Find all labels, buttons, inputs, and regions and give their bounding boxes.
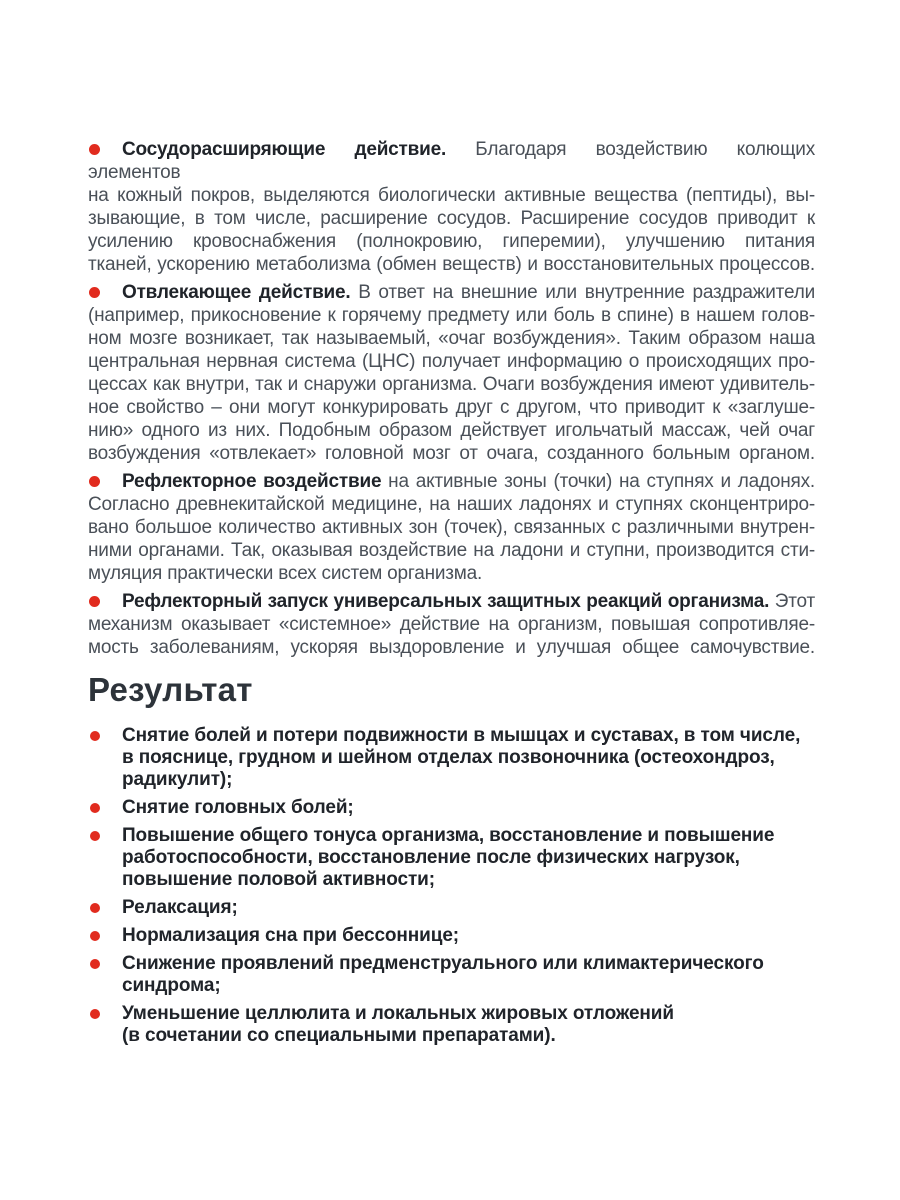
paragraph-line: ними органами. Так, оказывая воздействие на ладони и ступни, производится сти- — [88, 540, 815, 561]
list-item-line: Релаксация; — [122, 897, 238, 918]
bullet-icon — [89, 596, 100, 607]
paragraph-line: на кожный покров, выделяются биологически активные вещества (пептиды), вы- — [88, 185, 815, 206]
list-item — [88, 925, 815, 947]
paragraph-line: (например, прикосновение к горячему предмету или боль в спине) в нашем голов- — [88, 305, 815, 326]
paragraph-line — [88, 138, 815, 184]
bullet-icon — [90, 931, 100, 941]
bullet-paragraph-reflex-zones — [88, 470, 815, 585]
list-item-line: работоспособности, восстановление после физических нагрузок, — [122, 847, 740, 868]
paragraph-lead: Отвлекающее действие. — [122, 282, 351, 303]
paragraph-line — [88, 590, 815, 613]
bullet-icon — [90, 831, 100, 841]
paragraph-line: мость заболеваниям, ускоряя выздоровление и улучшая общее самочувствие. — [88, 637, 815, 658]
paragraph-line: тканей, ускорению метаболизма (обмен веществ) и восстановительных процессов. — [88, 254, 815, 275]
paragraph-line: муляция практически всех систем организма. — [88, 563, 483, 584]
paragraph-line: цессах как внутри, так и снаружи организма. Очаги возбуждения имеют удивитель- — [88, 374, 815, 395]
paragraph-lead: Рефлекторное воздействие — [122, 471, 382, 492]
paragraph-line — [88, 470, 815, 493]
paragraph-line: центральная нервная система (ЦНС) получает информацию о происходящих про- — [88, 351, 815, 372]
result-list — [88, 725, 815, 1047]
bullet-icon — [90, 1009, 100, 1019]
bullet-icon — [90, 959, 100, 969]
bullet-icon — [89, 287, 100, 298]
list-item-line: радикулит); — [122, 769, 233, 790]
paragraph-line: ное свойство – они могут конкурировать друг с другом, что приводит к «заглуше- — [88, 397, 815, 418]
bullet-icon — [90, 803, 100, 813]
paragraph-text: Этот — [769, 591, 815, 612]
list-item-line: Снятие головных болей; — [122, 797, 354, 818]
list-item — [88, 725, 815, 791]
bullet-paragraph-distraction — [88, 281, 815, 465]
list-item-line: Нормализация сна при бессоннице; — [122, 925, 460, 946]
bullet-icon — [89, 144, 100, 155]
result-heading: Результат — [88, 671, 253, 708]
paragraph-line: механизм оказывает «системное» действие на организм, повышая сопротивляе- — [88, 614, 815, 635]
paragraph-line: Согласно древнекитайской медицине, на наших ладонях и ступнях сконцентриро- — [88, 494, 815, 515]
paragraph-line: зывающие, в том числе, расширение сосудов. Расширение сосудов приводит к — [88, 208, 815, 229]
paragraph-text: В ответ на внешние или внутренние раздражители — [350, 282, 815, 303]
list-item — [88, 897, 815, 919]
paragraph-line: вано большое количество активных зон (точек), связанных с различными внутрен- — [88, 517, 815, 538]
list-item — [88, 953, 815, 997]
list-item — [88, 797, 815, 819]
page-content — [88, 138, 815, 1053]
paragraph-lead: Рефлекторный запуск универсальных защитных реакций организма. — [122, 591, 770, 612]
bullet-icon — [90, 731, 100, 741]
bullet-paragraph-vasodilation — [88, 138, 815, 276]
list-item — [88, 825, 815, 891]
list-item-line: Повышение общего тонуса организма, восстановление и повышение — [122, 825, 775, 846]
paragraph-lead: Сосудорасширяющие действие. — [122, 139, 447, 160]
paragraph-text: на активные зоны (точки) на ступнях и ладонях. — [381, 471, 816, 492]
list-item-line: синдрома; — [122, 975, 221, 996]
list-item-line: повышение половой активности; — [122, 869, 435, 890]
paragraph-text: Благодаря воздействию колющих элементов — [88, 139, 815, 183]
list-item-line: Снятие болей и потери подвижности в мышцах и суставах, в том числе, — [122, 725, 801, 746]
list-item — [88, 1003, 815, 1047]
paragraph-line: ном мозге возникает, так называемый, «очаг возбуждения». Таким образом наша — [88, 328, 815, 349]
bullet-paragraph-defense-reactions — [88, 590, 815, 659]
list-item-line: Уменьшение целлюлита и локальных жировых отложений — [122, 1003, 674, 1024]
list-item-line: Снижение проявлений предменструального или климактерического — [122, 953, 764, 974]
bullet-icon — [90, 903, 100, 913]
list-item-line: (в сочетании со специальными препаратами). — [122, 1025, 556, 1046]
bullet-icon — [89, 476, 100, 487]
paragraph-line: нию» одного из них. Подобным образом действует игольчатый массаж, чей очаг — [88, 420, 815, 441]
paragraph-line: усилению кровоснабжения (полнокровию, гиперемии), улучшению питания — [88, 231, 815, 252]
list-item-line: в пояснице, грудном и шейном отделах позвоночника (остеохондроз, — [122, 747, 775, 768]
paragraph-line: возбуждения «отвлекает» головной мозг от очага, созданного больным органом. — [88, 443, 815, 464]
paragraph-line — [88, 281, 815, 304]
